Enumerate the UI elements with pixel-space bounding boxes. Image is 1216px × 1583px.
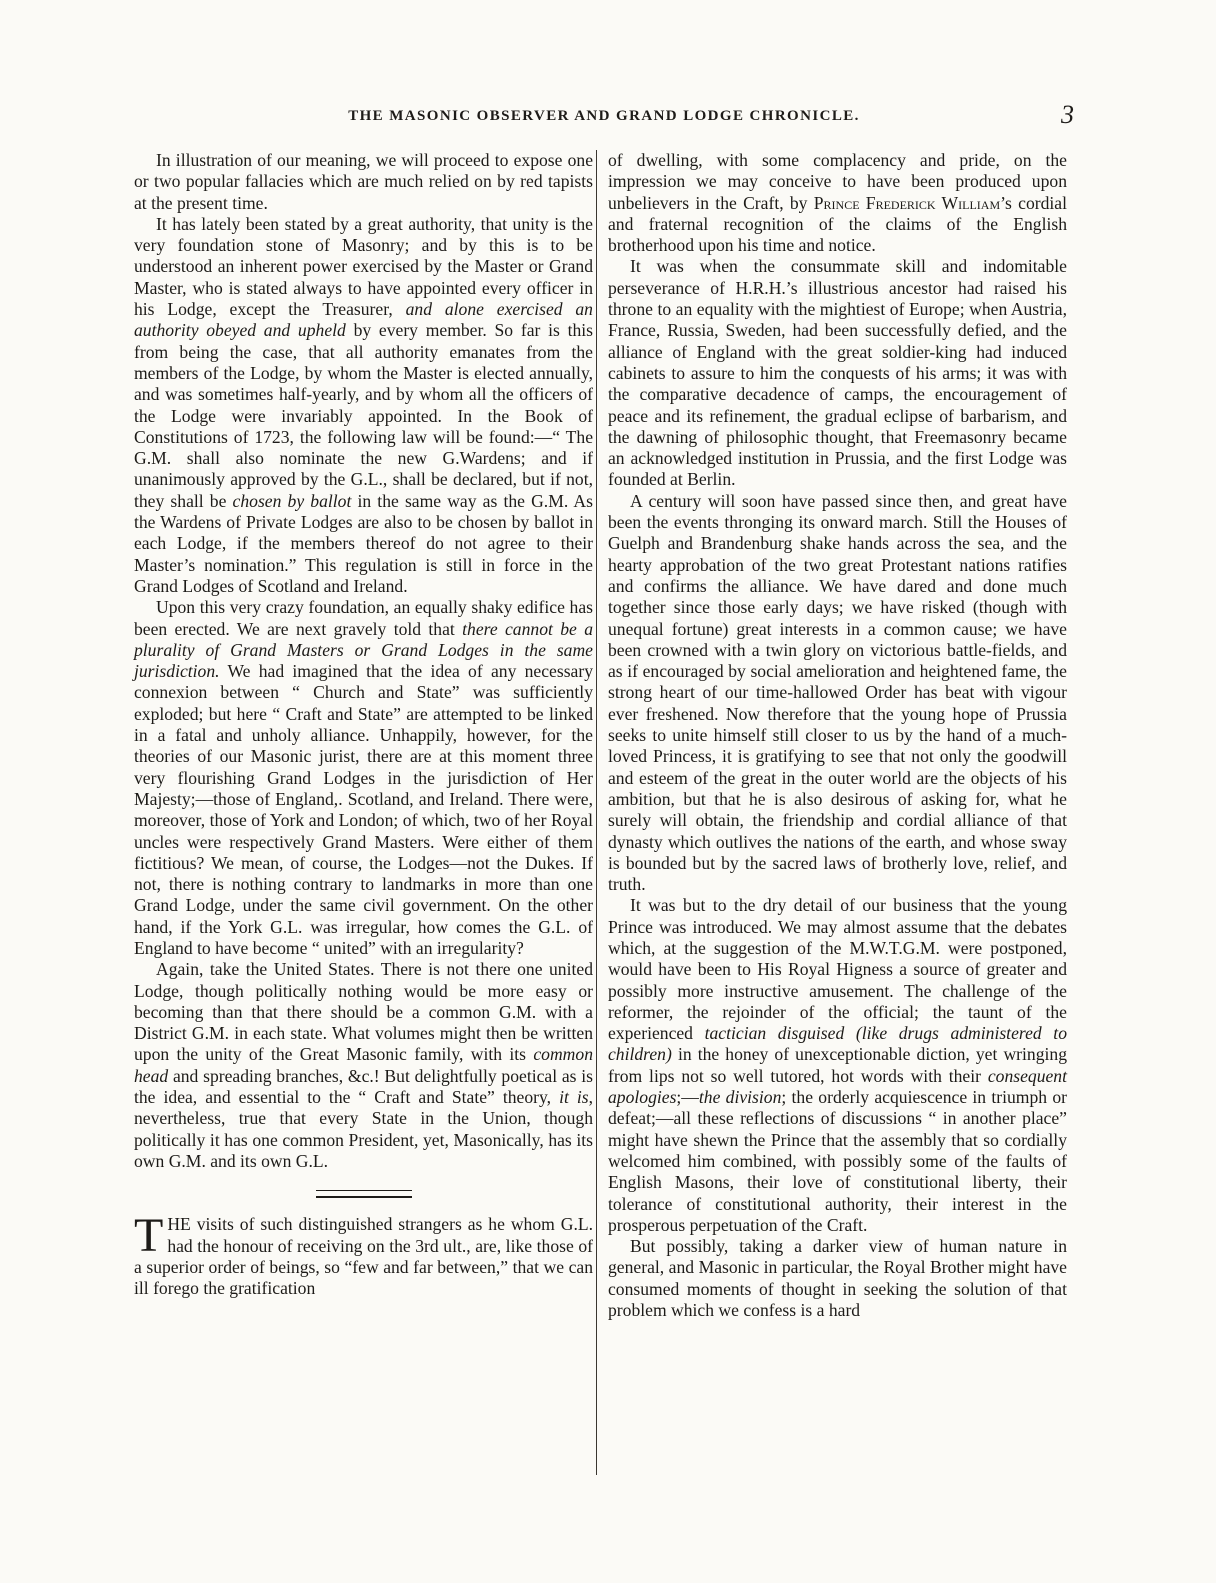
paragraph: It has lately been stated by a great authority, that unity is the very foundation stone of Masonry; and by this is to be understood an inherent power exercised by the Master or Grand Master, who is stated always to have appointed every officer in his Lodge, except the Treasurer, and alone exercised an authority obeyed and upheld by every member. So far is this from being the case, that all authority emanates from the members of the Lodge, by whom the Master is elected annually, and was sometimes half-yearly, and by whom all the officers of the Lodge were invariably appointed. In the Book of Constitutions of 1723, the following law will be found:—“ The G.M. shall also nominate the new G.Wardens; and if unanimously approved by the G.L., shall be declared, but if not, they shall be chosen by ballot in the same way as the G.M. As the Wardens of Private Lodges are also to be chosen by ballot in each Lodge, if the members thereof do not agree to their Master’s nomination.” This regulation is still in force in the Grand Lodges of Scotland and Ireland. xyxy=(134,213,593,596)
italic-phrase: tactician disguised (like drugs administered to children) xyxy=(608,1023,1067,1065)
italic-phrase: it is xyxy=(559,1087,589,1108)
paragraph: A century will soon have passed since then, and great have been the events thronging its onward march. Still the Houses of Guelph and Brandenburg shake hands across the sea, and the hearty approbation of the two great Protestant nations ratifies and confirms the alliance. We have dared and done much together since those early days; we have risked (though with unequal fortune) great interests in a common cause; we have been crowned with a twin glory on victorious battle-fields, and as if encouraged by social amelioration and heightened fame, the strong heart of our time-hallowed Order has beat with vigour ever freshened. Now therefore that the young hope of Prussia seeks to unite himself still closer to us by the hand of a much-loved Princess, it is gratifying to see that not only the goodwill and esteem of the great in the outer world are the objects of his ambition, but that he is also desirous of asking for, what he surely will obtain, the friendship and cordial alliance of that dynasty which outlives the nations of the earth, and whose sway is bounded but by the sacred laws of brotherly love, relief, and truth. xyxy=(608,490,1067,895)
italic-phrase: the division xyxy=(698,1087,782,1108)
page-header xyxy=(134,100,1074,132)
small-caps-name: Prince Frederick William xyxy=(813,192,1001,213)
running-title: THE MASONIC OBSERVER AND GRAND LODGE CHRONICLE. xyxy=(348,108,860,124)
article-opening-paragraph: THE visits of such distinguished strangers as he whom G.L. had the honour of receiving on the 3rd ult., are, like those of a superior order of beings, so “few and far between,” that we can ill forego the gratification xyxy=(134,1209,593,1299)
section-separator-rule xyxy=(316,1190,412,1198)
paragraph: It was but to the dry detail of our business that the young Prince was introduced. We may almost assume that the debates which, at the suggestion of the M.W.T.G.M. were postponed, would have been to His Royal Higness a source of greater and possibly more instructive amusement. The challenge of the reformer, the rejoinder of the official; the taunt of the experienced tactician disguised (like drugs administered to children) in the honey of unexceptionable diction, yet wringing from lips not so well tutored, hot words with their consequent apologies;—the division; the orderly acquiescence in triumph or defeat;—all these reflections of discussions “ in another place” might have shewn the Prince that the assembly that so cordially welcomed him combined, with possibly some of the faults of English Masons, their love of constitutional liberty, their tolerance of constitutional authority, their interest in the prosperous perpetuation of the Craft. xyxy=(608,895,1068,1235)
paragraph: In illustration of our meaning, we will proceed to expose one or two popular fallacies which are much relied on by red tapists at the present time. xyxy=(134,150,593,213)
italic-phrase: there cannot be a plurality of Grand Masters or Grand Lodges in the same jurisdiction. xyxy=(134,618,593,682)
paragraph-continued: of dwelling, with some complacency and pride, on the impression we may conceive to have been produced upon unbelievers in the Craft, by Prince Frederick William’s cordial and fraternal recognition of the claims of the English brotherhood upon his time and notice. xyxy=(608,150,1067,256)
right-column xyxy=(608,150,1067,1321)
paragraph: It was when the consummate skill and indomitable perseverance of H.R.H.’s illustrious ancestor had raised his throne to an equality with the mightiest of Europe; when Austria, France, Russia, Sweden, had been successfully defied, and the alliance of England with the great soldier-king had induced cabinets to assure to him the conquests of his arms; it was with the comparative decadence of camps, the encouragement of peace and its refinement, the gradual eclipse of barbarism, and the dawning of philosophic thought, that Freemasonry became an acknowledged institution in Prussia, and the first Lodge was founded at Berlin. xyxy=(608,256,1067,490)
paragraph: Upon this very crazy foundation, an equally shaky edifice has been erected. We are next gravely told that there cannot be a plurality of Grand Masters or Grand Lodges in the same jurisdiction. We had imagined that the idea of any necessary connexion between “ Church and State” was sufficiently exploded; but here “ Craft and State” are attempted to be linked in a fatal and unholy alliance. Unhappily, however, for the theories of our Masonic jurist, there are at this moment three very flourishing Grand Lodges in the jurisdiction of Her Majesty;—those of England,. Scotland, and Ireland. There were, moreover, those of York and London; of which, two of her Royal uncles were respectively Grand Masters. Were either of them fictitious? We mean, of course, the Lodges—not the Dukes. If not, there is nothing contrary to landmarks in more than one Grand Lodge, under the same civil government. On the other hand, if the York G.L. was irregular, how comes the G.L. of England to have become “ united” with an irregularity? xyxy=(134,597,593,958)
page-number: 3 xyxy=(1061,100,1074,129)
italic-phrase: consequent apologies xyxy=(608,1065,1067,1108)
left-column xyxy=(134,150,593,1299)
italic-phrase: common head xyxy=(134,1044,593,1086)
italic-phrase: chosen by ballot xyxy=(232,490,352,511)
paragraph: Again, take the United States. There is not there one united Lodge, though politically nothing would be more easy or becoming than that there should be a common G.M. with a District G.M. in each state. What volumes might then be written upon the unity of the Great Masonic family, with its common head and spreading branches, &c.! But delightfully poetical as is the idea, and essential to the “ Craft and State” theory, it is, nevertheless, true that every State in the Union, though politically it has one common President, yet, Masonically, has its own G.M. and its own G.L. xyxy=(134,959,593,1171)
column-divider xyxy=(596,150,597,1475)
paragraph: But possibly, taking a darker view of human nature in general, and Masonic in particular, the Royal Brother might have consumed moments of thought in seeking the solution of that problem which we confess is a hard xyxy=(608,1236,1067,1321)
italic-phrase: and alone exercised an authority obeyed and upheld xyxy=(134,299,593,341)
drop-cap: T xyxy=(134,1209,164,1263)
